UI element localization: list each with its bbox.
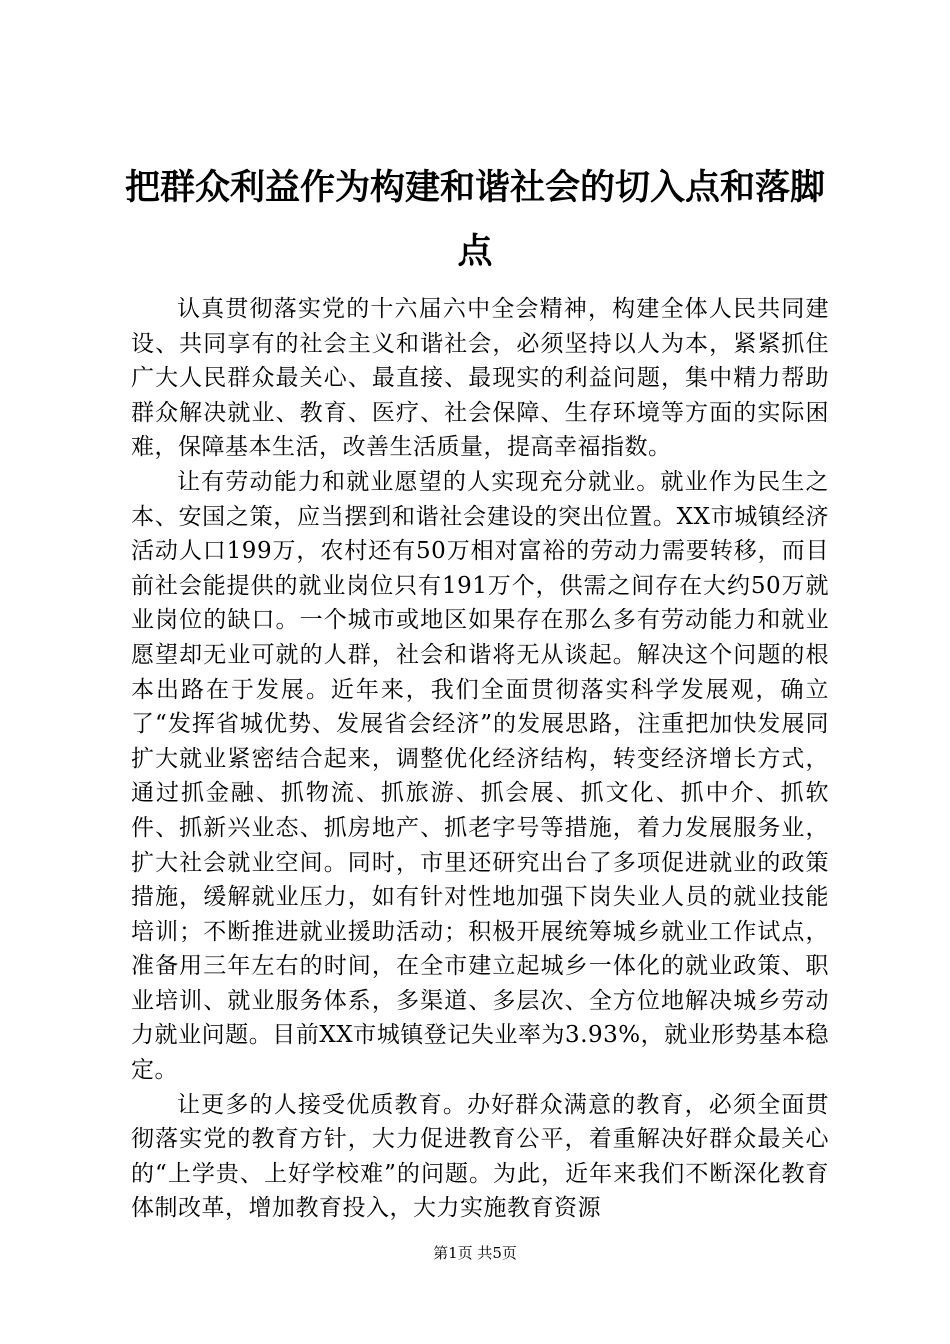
document-body: [131, 292, 829, 1226]
paragraph-intro: 认真贯彻落实党的十六届六中全会精神，构建全体人民共同建设、共同享有的社会主义和谐社会，必须坚持以人为本，紧紧抓住广大人民群众最关心、最直接、最现实的利益问题，集中精力帮助群众解决就业、教育、医疗、社会保障、生存环境等方面的实际困难，保障基本生活，改善生活质量，提高幸福指数。: [131, 296, 829, 461]
page-footer: 第1页 共5页: [433, 1244, 517, 1262]
document-title: 把群众利益作为构建和谐社会的切入点和落脚点: [124, 167, 825, 272]
paragraph-employment: 让有劳动能力和就业愿望的人实现充分就业。就业作为民生之本、安国之策，应当摆到和谐社会建设的突出位置。XX市城镇经济活动人口199万，农村还有50万相对富裕的劳动力需要转移，而目前社会能提供的就业岗位只有191万个，供需之间存在大约50万就业岗位的缺口。一个城市或地区如果存在那么多有劳动能力和就业愿望却无业可就的人群，社会和谐将无从谈起。解决这个问题的根本出路在于发展。近年来，我们全面贯彻落实科学发展观，确立了“发挥省城优势、发展省会经济”的发展思路，注重把加快发展同扩大就业紧密结合起来，调整优化经济结构，转变经济增长方式，通过抓金融、抓物流、抓旅游、抓会展、抓文化、抓中介、抓软件、抓新兴业态、抓房地产、抓老字号等措施，着力发展服务业，扩大社会就业空间。同时，市里还研究出台了多项促进就业的政策措施，缓解就业压力，如有针对性地加强下岗失业人员的就业技能培训；不断推进就业援助活动；积极开展统筹城乡就业工作试点，准备用三年左右的时间，在全市建立起城乡一体化的就业政策、职业培训、就业服务体系，多渠道、多层次、全方位地解决城乡劳动力就业问题。目前XX市城镇登记失业率为3.93%，就业形势基本稳定。: [131, 468, 829, 1084]
paragraph-education: 让更多的人接受优质教育。办好群众满意的教育，必须全面贯彻落实党的教育方针，大力促进教育公平，着重解决好群众最关心的“上学贵、上好学校难”的问题。为此，近年来我们不断深化教育体制改革，增加教育投入，大力实施教育资源: [131, 1091, 829, 1222]
